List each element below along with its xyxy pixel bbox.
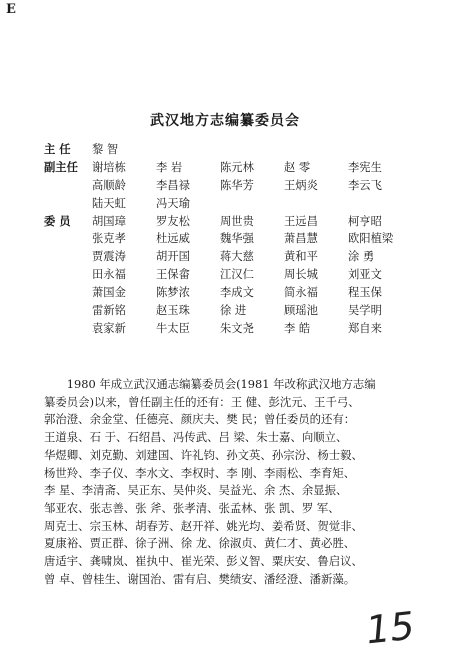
member-name: 徐 进 [220,304,247,318]
roster-row [44,302,444,320]
member-name: 江汉仁 [220,268,254,282]
roster-names [92,213,412,231]
roster-names [92,159,412,177]
member-name: 王炳炎 [284,178,318,192]
roster-role: 主 任 [44,142,71,156]
member-name: 朱文尧 [220,321,254,335]
member-name: 周长城 [284,268,318,282]
member-name: 李云飞 [348,178,382,192]
paragraph-line: 夏康裕、贾正群、徐子洲、徐 龙、徐淑贞、黄仁才、黄必胜、 [44,536,356,551]
member-name: 顾瑶池 [284,304,318,318]
member-name: 欧阳植梁 [348,232,394,246]
roster-row [44,141,444,159]
page-corner-mark: E [6,2,16,17]
roster-names [92,230,412,248]
member-name: 郑自来 [348,321,382,335]
member-name: 黄和平 [284,250,318,264]
member-name: 李成文 [220,286,254,300]
paragraph-line: 1980 年成立武汉通志编纂委员会(1981 年改称武汉地方志编 [44,377,376,391]
roster-names [92,302,412,320]
history-paragraph [44,376,432,588]
member-name: 陈元林 [220,160,254,174]
member-name: 涂 勇 [348,250,375,264]
roster-names [92,284,412,302]
roster-row [44,248,444,266]
member-name: 田永福 [92,268,126,282]
roster-row [44,284,444,302]
member-name: 张克孝 [92,232,126,246]
member-name: 陆天虹 [92,196,126,210]
member-name: 赵玉珠 [156,304,190,318]
member-name: 吴学明 [348,304,382,318]
member-name: 李昌禄 [156,178,190,192]
member-name: 黎 智 [92,143,119,156]
paragraph-line: 华煜卿、刘克勤、刘建国、许礼钧、孙文英、孙宗汾、杨士毅、 [44,447,363,462]
roster-names [92,141,156,159]
member-name: 萧昌慧 [284,232,318,246]
roster-row [44,195,444,213]
paragraph-line: 周克士、宗玉林、胡春芳、赵开祥、姚光均、姜希贤、贺觉非、 [44,518,363,533]
paragraph-line: 郭治澄、余金堂、任德亮、颜庆夫、樊 民；曾任委员的还有： [44,412,356,427]
member-name: 杜远威 [156,232,190,246]
roster-names [92,248,412,266]
roster-row [44,177,444,195]
member-name: 魏华强 [220,232,254,246]
member-name: 李 岩 [156,160,183,174]
member-name: 周世贵 [220,214,254,228]
page-title: 武汉地方志编纂委员会 [150,113,300,129]
member-name: 刘亚文 [348,268,382,282]
member-name: 王远昌 [284,214,318,228]
roster-names [92,195,220,213]
member-name: 李宪生 [348,160,382,174]
member-name: 柯亨昭 [348,214,382,228]
member-name: 李 皓 [284,321,311,335]
roster-names [92,266,412,284]
member-name: 王保畲 [156,268,190,282]
committee-roster [44,141,444,338]
paragraph-line: 李 星、李清斋、吴正东、吴仲炎、吴益光、余 杰、余显振、 [44,483,348,498]
paragraph-line: 杨世羚、李子仪、李水文、李权时、李 刚、李雨松、李育矩、 [44,465,356,480]
member-name: 冯天瑜 [156,196,190,210]
roster-names [92,320,412,338]
member-name: 萧国金 [92,286,126,300]
roster-role: 委 员 [44,213,71,228]
member-name: 蒋大慈 [220,250,254,264]
roster-row [44,266,444,284]
member-name: 罗友松 [156,214,190,228]
handwritten-page-number: 15 [363,603,417,653]
paragraph-line: 纂委员会)以来，曾任副主任的还有：王 健、彭沈元、王千弓、 [44,394,360,409]
member-name: 贾震涛 [92,250,126,264]
member-name: 袁家新 [92,321,126,335]
member-name: 陈梦浓 [156,286,190,300]
member-name: 胡开国 [156,250,190,264]
member-name: 雷新铭 [92,304,126,318]
member-name: 简永福 [284,286,318,300]
member-name: 胡国璋 [92,214,126,228]
member-name: 陈华芳 [220,178,254,192]
member-name: 高顺龄 [92,178,126,192]
roster-row [44,230,444,248]
roster-row [44,213,444,231]
paragraph-line: 邹亚农、张志善、张 斧、张孝清、张孟林、张 凯、罗 军、 [44,500,340,515]
member-name: 赵 零 [284,160,311,174]
roster-row [44,159,444,177]
member-name: 牛太臣 [156,321,190,335]
paragraph-line: 王道泉、石 于、石绍昌、冯传武、吕 梁、朱士嘉、向顺立、 [44,430,348,445]
roster-row [44,320,444,338]
paragraph-line: 唐适宇、龚啸岚、崔执中、崔光荣、彭义智、粟庆安、鲁启议、 [44,554,363,569]
paragraph-line: 曾 卓、曾桂生、谢国治、雷有启、樊绩安、潘经澄、潘新藻。 [44,571,356,586]
member-name: 谢培栋 [92,160,126,174]
member-name: 程玉保 [348,286,382,300]
roster-names [92,177,412,195]
roster-role: 副主任 [44,159,78,174]
